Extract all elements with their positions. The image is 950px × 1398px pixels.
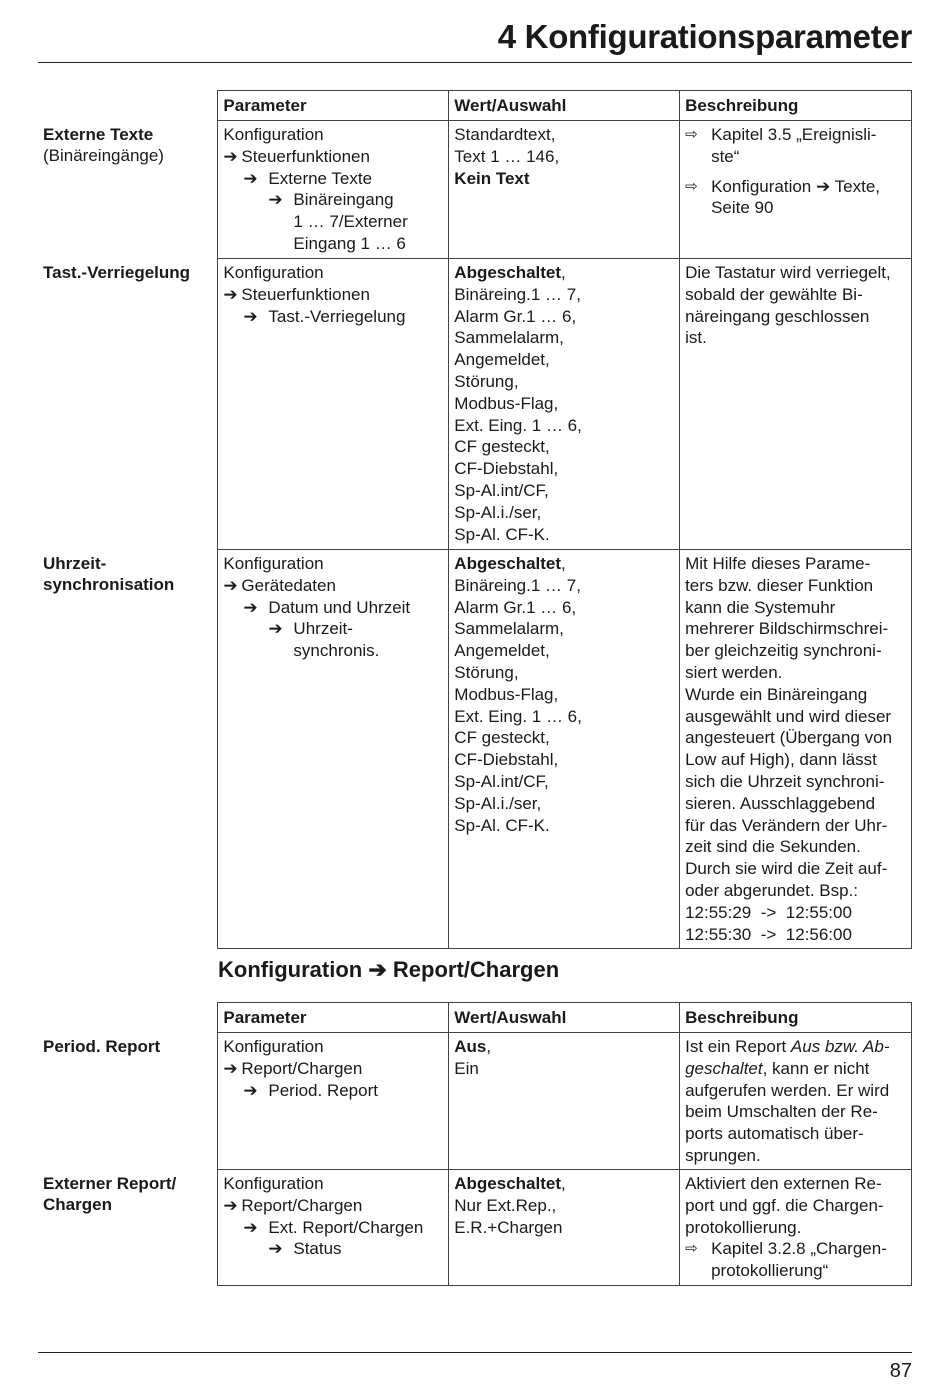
description-line: sieren. Ausschlaggebend — [685, 793, 876, 813]
description-line: aufgerufen werden. Er wird — [685, 1080, 890, 1100]
path-step: ➔ Datum und Uhrzeit — [243, 597, 411, 617]
value-option: Ext. Eing. 1 … 6, — [454, 415, 582, 435]
values-cell — [449, 550, 680, 949]
page-title: 4 Konfigurationsparameter — [497, 18, 912, 55]
row-label-title: Chargen — [43, 1195, 112, 1215]
row-label-title: Tast.-Verriegelung — [43, 262, 191, 282]
arrow-right-icon: ➔ — [243, 168, 258, 188]
menu-path-cell — [218, 550, 449, 949]
description-line: ports automatisch über- — [685, 1124, 864, 1144]
description-line: sobald der gewählte Bi- — [685, 284, 863, 304]
description-line: siert werden. — [685, 662, 783, 682]
path-step: Konfiguration — [223, 1174, 324, 1193]
path-step: ➔ Report/Chargen — [223, 1195, 363, 1215]
value-option: Abgeschaltet, — [454, 1174, 566, 1193]
value-option: Angemeldet, — [454, 641, 550, 661]
value-option: Alarm Gr.1 … 6, — [454, 306, 577, 326]
value-option: Störung, — [454, 662, 519, 682]
path-step: Konfiguration — [223, 554, 324, 573]
description-line: Mit Hilfe dieses Parame- — [685, 554, 871, 573]
description-line: Durch sie wird die Zeit auf- — [685, 859, 888, 879]
row-label — [38, 1033, 218, 1170]
value-option: Angemeldet, — [454, 350, 550, 370]
value-option: CF-Diebstahl, — [454, 750, 559, 770]
header-beschreibung: Beschreibung — [680, 91, 912, 121]
description-line: ber gleichzeitig synchroni- — [685, 641, 882, 661]
description-line: 12:55:29 -> 12:55:00 — [685, 902, 852, 922]
menu-path-cell — [218, 259, 449, 550]
table-row — [38, 121, 912, 259]
description-line: Aktiviert den externen Re- — [685, 1174, 882, 1193]
value-option: Binäreing.1 … 7, — [454, 575, 581, 595]
path-step: ➔ Tast.-Verriegelung — [243, 306, 406, 326]
description-line: angesteuert (Übergang von — [685, 728, 893, 748]
value-option: CF gesteckt, — [454, 728, 550, 748]
row-label — [38, 121, 218, 259]
value-option: Sp-Al. CF-K. — [454, 524, 550, 544]
row-label-title: Externer Report/ — [43, 1173, 177, 1193]
arrow-right-icon: ➔ — [243, 1217, 258, 1237]
description-cell — [680, 550, 912, 949]
table-row — [38, 1033, 912, 1170]
value-option: CF-Diebstahl, — [454, 459, 559, 479]
description-line: Low auf High), dann lässt — [685, 750, 877, 770]
value-option: Nur Ext.Rep., — [454, 1195, 557, 1215]
row-label-title: Uhrzeit- — [43, 553, 107, 573]
value-option: Aus, — [454, 1037, 492, 1056]
arrow-right-icon: ➔ — [243, 1080, 258, 1100]
description-line: ters bzw. dieser Funktion — [685, 575, 874, 595]
values-cell — [449, 259, 680, 550]
table-row — [38, 550, 912, 949]
description-line: kann die Systemuhr — [685, 597, 836, 617]
path-step-cont: Eingang 1 … 6 — [293, 233, 406, 253]
row-label-title: Externe Texte — [43, 124, 154, 144]
row-label — [38, 1170, 218, 1286]
arrow-right-icon: ➔ — [268, 1239, 283, 1259]
description-cell — [680, 1170, 912, 1286]
header-parameter: Parameter — [218, 91, 449, 121]
path-step: ➔ Steuerfunktionen — [223, 146, 370, 166]
path-step: ➔ Steuerfunktionen — [223, 284, 370, 304]
description-line: sich die Uhrzeit synchroni- — [685, 771, 885, 791]
description-line: ausgewählt und wird dieser — [685, 706, 892, 726]
arrow-right-icon: ➔ — [268, 619, 283, 639]
path-step: ➔ Binäreingang — [268, 190, 394, 210]
value-option: Standardtext, — [454, 125, 556, 144]
description-line: Die Tastatur wird verriegelt, — [685, 263, 891, 282]
value-option: Abgeschaltet, — [454, 554, 566, 573]
arrow-right-icon: ➔ — [223, 1195, 238, 1215]
arrow-right-icon: ➔ — [368, 957, 387, 982]
hollow-arrow-icon: ⇨ — [685, 1240, 698, 1258]
value-option: Sp-Al.int/CF, — [454, 771, 549, 791]
path-step: ➔ Report/Chargen — [223, 1058, 363, 1078]
cross-reference: ⇨ Kapitel 3.2.8 „Chargen- protokollierung“ — [685, 1239, 887, 1281]
header-wert-auswahl: Wert/Auswahl — [449, 1003, 680, 1033]
footer-rule — [38, 1352, 912, 1353]
page-number: 87 — [889, 1360, 912, 1382]
value-option: Abgeschaltet, — [454, 263, 566, 282]
description-cell — [680, 121, 912, 259]
path-step: ➔ Ext. Report/Chargen — [243, 1217, 424, 1237]
value-option: CF gesteckt, — [454, 437, 550, 457]
path-step: ➔ Uhrzeit- — [268, 619, 353, 639]
table-header-row — [38, 91, 912, 121]
row-label — [38, 550, 218, 949]
description-cell — [680, 259, 912, 550]
value-option: E.R.+Chargen — [454, 1217, 563, 1237]
values-cell — [449, 121, 680, 259]
value-option: Sp-Al. CF-K. — [454, 815, 550, 835]
path-step-cont: 1 … 7/Externer — [293, 212, 408, 232]
header-wert-auswahl: Wert/Auswahl — [449, 91, 680, 121]
description-line: geschaltet, kann er nicht — [685, 1058, 870, 1078]
parameter-table-1 — [38, 90, 912, 949]
arrow-right-icon: ➔ — [223, 1058, 238, 1078]
path-step: ➔ Period. Report — [243, 1080, 378, 1100]
description-line: oder abgerundet. Bsp.: — [685, 880, 859, 900]
values-cell — [449, 1170, 680, 1286]
path-step: Konfiguration — [223, 125, 324, 144]
row-label — [38, 259, 218, 550]
arrow-right-icon: ➔ — [243, 597, 258, 617]
description-line: näreingang geschlossen — [685, 306, 870, 326]
description-line: port und ggf. die Chargen- — [685, 1195, 884, 1215]
header-rule — [38, 62, 912, 63]
arrow-right-icon: ➔ — [223, 284, 238, 304]
value-option: Binäreing.1 … 7, — [454, 284, 581, 304]
path-step: Konfiguration — [223, 263, 324, 282]
header-blank — [38, 1003, 218, 1033]
arrow-right-icon: ➔ — [223, 575, 238, 595]
table-row — [38, 259, 912, 550]
arrow-right-icon: ➔ — [268, 190, 283, 210]
value-option: Sp-Al.i./ser, — [454, 502, 542, 522]
path-step: Konfiguration — [223, 1037, 324, 1056]
description-line: mehrerer Bildschirmschrei- — [685, 619, 889, 639]
value-option: Modbus-Flag, — [454, 393, 559, 413]
arrow-right-icon: ➔ — [816, 176, 831, 196]
section-heading: Konfiguration ➔ Report/Chargen — [218, 957, 560, 982]
value-option-default: Kein Text — [454, 168, 530, 188]
parameter-table-2 — [38, 1002, 912, 1286]
value-option: Text 1 … 146, — [454, 146, 560, 166]
row-label-title: synchronisation — [43, 575, 175, 595]
cross-reference: ⇨ Kapitel 3.5 „Ereignisli- ste“ — [685, 125, 877, 166]
header-blank — [38, 91, 218, 121]
hollow-arrow-icon: ⇨ — [685, 126, 698, 143]
value-option: Ext. Eing. 1 … 6, — [454, 706, 582, 726]
description-line: sprungen. — [685, 1145, 761, 1165]
menu-path-cell — [218, 1170, 449, 1286]
header-beschreibung: Beschreibung — [680, 1003, 912, 1033]
description-line: protokollierung. — [685, 1217, 802, 1237]
description-line: Wurde ein Binäreingang — [685, 684, 868, 704]
description-cell — [680, 1033, 912, 1170]
description-line: für das Verändern der Uhr- — [685, 815, 888, 835]
description-line: zeit sind die Sekunden. — [685, 837, 861, 857]
value-option: Alarm Gr.1 … 6, — [454, 597, 577, 617]
description-line: beim Umschalten der Re- — [685, 1102, 878, 1122]
value-option: Sammelalarm, — [454, 328, 564, 348]
menu-path-cell — [218, 1033, 449, 1170]
description-line: 12:55:30 -> 12:56:00 — [685, 924, 852, 944]
path-step-cont: synchronis. — [293, 641, 380, 661]
menu-path-cell — [218, 121, 449, 259]
value-option: Ein — [454, 1058, 479, 1078]
description-line: ist. — [685, 328, 707, 348]
value-option: Sammelalarm, — [454, 619, 564, 639]
row-label-title: Period. Report — [43, 1036, 161, 1056]
value-option: Sp-Al.i./ser, — [454, 793, 542, 813]
value-option: Modbus-Flag, — [454, 684, 559, 704]
path-step: ➔ Externe Texte — [243, 168, 373, 188]
path-step: ➔ Gerätedaten — [223, 575, 336, 595]
row-label-subtitle: (Binäreingänge) — [43, 146, 164, 166]
path-step: ➔ Status — [268, 1239, 342, 1259]
values-cell — [449, 1033, 680, 1170]
hollow-arrow-icon: ⇨ — [685, 177, 698, 195]
table-header-row — [38, 1003, 912, 1033]
header-parameter: Parameter — [218, 1003, 449, 1033]
description-line: Ist ein Report Aus bzw. Ab- — [685, 1037, 890, 1056]
cross-reference: ⇨ Konfiguration ➔ Texte, Seite 90 — [685, 176, 881, 218]
arrow-right-icon: ➔ — [223, 146, 238, 166]
value-option: Störung, — [454, 371, 519, 391]
arrow-right-icon: ➔ — [243, 306, 258, 326]
table-row — [38, 1170, 912, 1286]
value-option: Sp-Al.int/CF, — [454, 480, 549, 500]
